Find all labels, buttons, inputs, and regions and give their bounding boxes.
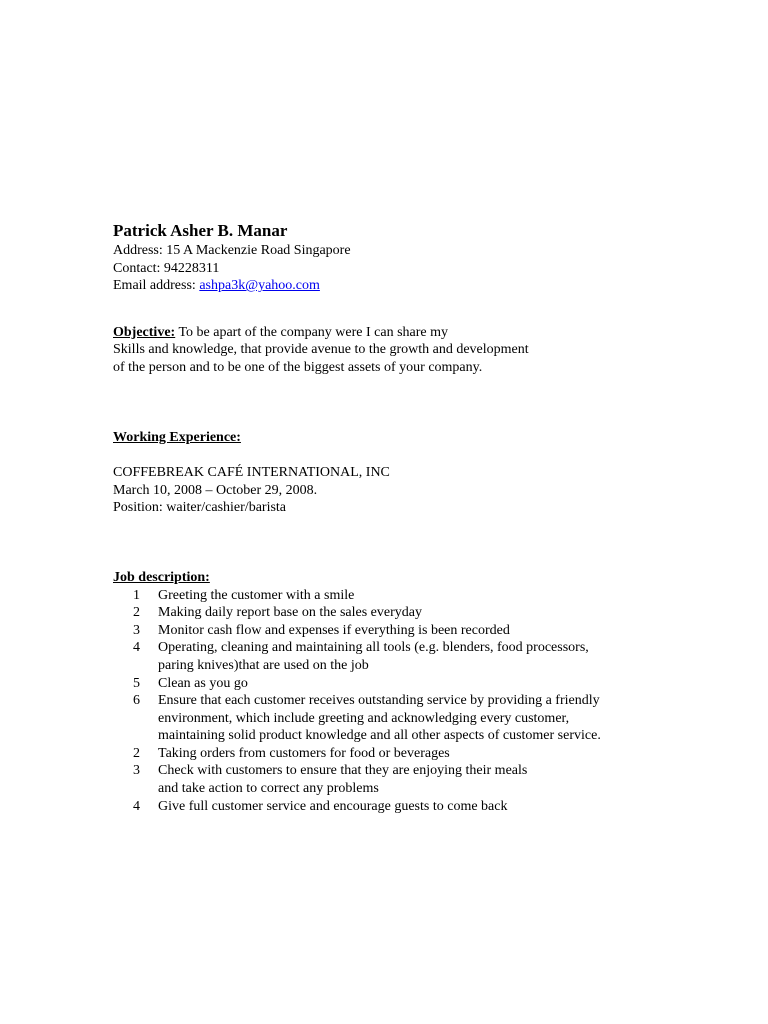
- list-item-number: 2: [133, 605, 140, 621]
- resume-page: [113, 220, 713, 815]
- list-item-number: 1: [133, 587, 140, 603]
- list-item: [113, 762, 713, 797]
- list-item-line: Clean as you go: [158, 675, 248, 691]
- list-item-number: 3: [133, 622, 140, 638]
- list-item-text: [158, 692, 713, 745]
- employment-dates: March 10, 2008 – October 29, 2008.: [113, 482, 318, 498]
- list-item-text: [158, 762, 713, 797]
- list-item-number: 5: [133, 675, 140, 691]
- list-item-line: Making daily report base on the sales everyday: [158, 605, 422, 621]
- list-item: [113, 798, 713, 816]
- list-item-line: Greeting the customer with a smile: [158, 587, 355, 603]
- list-item-number: 4: [133, 798, 140, 814]
- list-item-text: [158, 622, 713, 640]
- list-item-text: [158, 745, 713, 763]
- objective-text-line: Skills and knowledge, that provide avenue to the growth and development: [113, 342, 529, 358]
- email-line: [113, 277, 713, 295]
- job-description-section: [113, 569, 713, 815]
- objective-heading: Objective:: [113, 324, 176, 340]
- experience-heading: Working Experience:: [113, 429, 241, 445]
- position-line: Position: waiter/cashier/barista: [113, 500, 287, 516]
- list-item: [113, 745, 713, 763]
- list-item-number: 3: [133, 763, 140, 779]
- task-list: [113, 587, 713, 816]
- list-item-line: Taking orders from customers for food or beverages: [158, 745, 450, 761]
- list-item-line: paring knives)that are used on the job: [158, 657, 369, 673]
- list-item-text: [158, 675, 713, 693]
- list-item-line: Ensure that each customer receives outstanding service by providing a friendly: [158, 693, 600, 709]
- list-item-text: [158, 798, 713, 816]
- objective-first-line: [113, 324, 713, 342]
- list-item-number: 2: [133, 745, 140, 761]
- job-description-heading: Job description:: [113, 569, 210, 585]
- list-item-line: maintaining solid product knowledge and all other aspects of customer service.: [158, 728, 601, 744]
- list-item-line: and take action to correct any problems: [158, 781, 379, 797]
- list-item: [113, 604, 713, 622]
- list-item-line: Give full customer service and encourage guests to come back: [158, 798, 508, 814]
- list-item: [113, 587, 713, 605]
- address-line: Address: 15 A Mackenzie Road Singapore: [113, 243, 351, 258]
- experience-section: [113, 429, 713, 517]
- email-label: Email address:: [113, 278, 200, 294]
- list-item-text: [158, 604, 713, 622]
- list-item-line: environment, which include greeting and acknowledging every customer,: [158, 710, 570, 726]
- email-link[interactable]: ashpa3k@yahoo.com: [199, 278, 320, 294]
- list-item: [113, 639, 713, 674]
- list-item-line: Monitor cash flow and expenses if everything is been recorded: [158, 622, 510, 638]
- list-item: [113, 622, 713, 640]
- list-item-line: Check with customers to ensure that they are enjoying their meals: [158, 763, 528, 779]
- objective-section: [113, 324, 713, 377]
- objective-text-line: of the person and to be one of the biggest assets of your company.: [113, 359, 483, 375]
- list-item-number: 4: [133, 640, 140, 656]
- list-item-text: [158, 587, 713, 605]
- contact-info: [113, 242, 713, 295]
- applicant-name: Patrick Asher B. Manar: [113, 221, 288, 240]
- objective-text-line: To be apart of the company were I can share my: [175, 324, 449, 340]
- list-item-line: Operating, cleaning and maintaining all tools (e.g. blenders, food processors,: [158, 640, 589, 656]
- list-item: [113, 675, 713, 693]
- list-item: [113, 692, 713, 745]
- company-name: COFFEBREAK CAFÉ INTERNATIONAL, INC: [113, 465, 390, 481]
- contact-line: Contact: 94228311: [113, 260, 220, 276]
- list-item-number: 6: [133, 693, 140, 709]
- list-item-text: [158, 639, 713, 674]
